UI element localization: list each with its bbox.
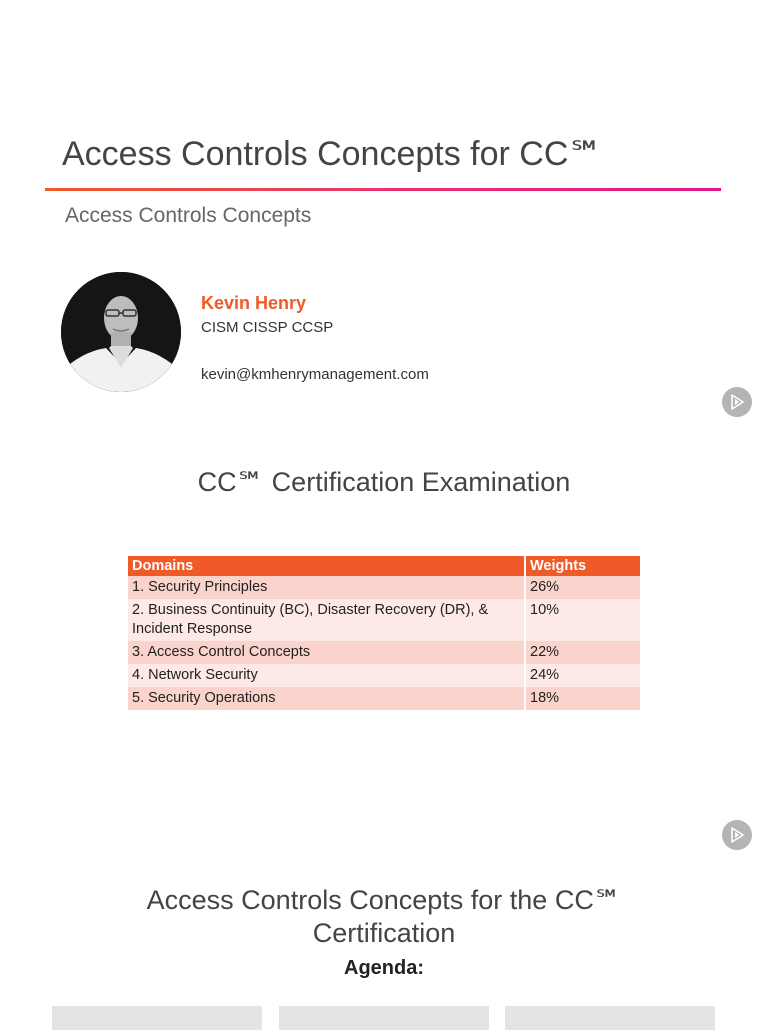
play-button[interactable] — [722, 387, 752, 417]
weight-cell: 22% — [525, 641, 640, 664]
domain-cell: 1. Security Principles — [128, 576, 525, 599]
agenda-card — [52, 1006, 262, 1030]
section-heading: Access Controls Concepts for the CC℠ Certification — [146, 885, 622, 948]
author-photo-illustration — [61, 272, 181, 392]
author-avatar — [61, 272, 181, 392]
play-icon — [728, 393, 746, 411]
domain-cell: 5. Security Operations — [128, 687, 525, 710]
module-subtitle: Access Controls Concepts — [65, 204, 312, 227]
author-name: Kevin Henry — [201, 293, 307, 313]
domain-cell: 2. Business Continuity (BC), Disaster Recovery (DR), & Incident Response — [128, 599, 525, 641]
agenda-card — [279, 1006, 489, 1030]
domain-cell: 4. Network Security — [128, 664, 525, 687]
column-header-weights: Weights — [525, 556, 640, 576]
author-email: kevin@kmhenrymanagement.com — [201, 366, 429, 383]
play-button[interactable] — [722, 820, 752, 850]
weight-cell: 10% — [525, 599, 640, 641]
author-credentials: CISM CISSP CCSP — [201, 319, 334, 336]
table-row — [128, 599, 640, 641]
column-header-domains: Domains — [128, 556, 525, 576]
exam-heading: CC℠ Certification Examination — [197, 467, 571, 497]
table-row — [128, 687, 640, 710]
domains-weights-table — [128, 556, 640, 710]
agenda-label: Agenda: — [344, 957, 424, 979]
title-divider — [45, 188, 721, 191]
table-row — [128, 641, 640, 664]
domain-cell: 3. Access Control Concepts — [128, 641, 525, 664]
play-icon — [728, 826, 746, 844]
agenda-card — [505, 1006, 715, 1030]
table-header-row — [128, 556, 640, 576]
weight-cell: 24% — [525, 664, 640, 687]
weight-cell: 26% — [525, 576, 640, 599]
table-row — [128, 664, 640, 687]
table-row — [128, 576, 640, 599]
weight-cell: 18% — [525, 687, 640, 710]
course-title: Access Controls Concepts for CC℠ — [62, 135, 604, 173]
